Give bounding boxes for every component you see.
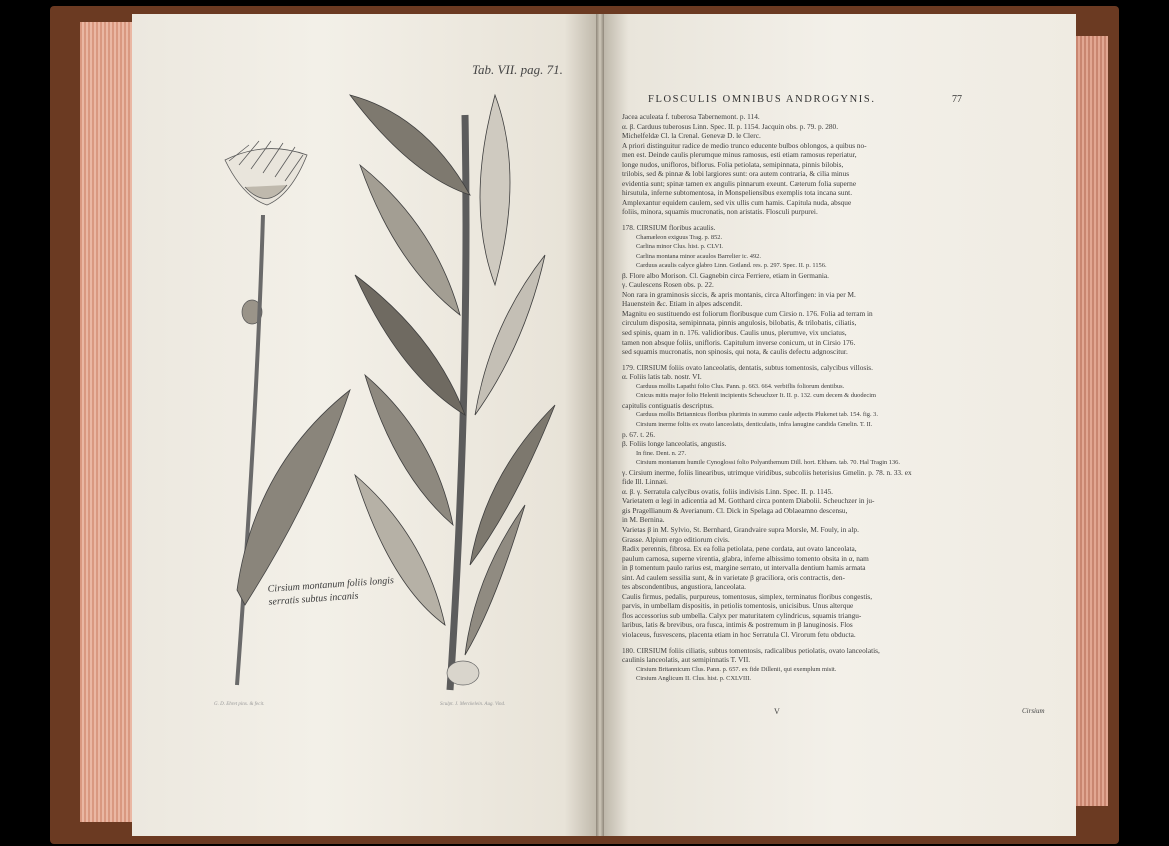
text-line: paulum carnosa, superne virentia, glabra, inferne albissimo tomento obsita in α, nam [622,553,869,563]
text-line: Cnicus mitis major folio Helenii incipientis Scheuchzer It. II. p. 132. cum decem & duodecim [636,392,876,400]
text-line: γ. Caulescens Rosen obs. p. 22. [622,280,714,290]
text-line: Carduus mollis Britannicus floribus plurimis in summo caule adjectis Plukenet tab. 154. fig. 3. [636,411,878,419]
text-line: in M. Bernina. [622,515,665,525]
text-line: Non rara in graminosis siccis, & apris montanis, circa Altorfingen: in via per M. [622,289,856,299]
text-line: hirsutula, inferne subtomentosa, in Monspeliensibus exemplis tota incana sunt. [622,188,853,198]
text-line: Grasse. Alpium ergo editiorum civis. [622,534,730,544]
text-line: caulinis lanceolatis, aut semipinnatis T. VII. [622,655,751,665]
page-edges-right [1074,36,1108,806]
text-line: men est. Deinde caulis plerumque minus ramosus, esti etiam ramosus reperiatur, [622,150,857,160]
text-line: β. Foliis longe lanceolatis, angustis. [622,439,727,449]
caption-line-1: Cirsium montanum foliis longis [267,575,395,595]
text-line: laribus, latis & brevibus, ora fusca, intimis & postremum in β lanuginosis. Flos [622,620,853,630]
text-line: Magnitu eo sustituendo est foliorum floribusque cum Cirsio n. 176. Folia ad terram in [622,308,873,318]
text-line: violaceus, fusvescens, placenta etiam in hoc Serratula Cl. Virorum fetu obducta. [622,629,856,639]
text-line: longe nudos, unifloros, biflorus. Folia petiolata, semipinnata, pinnis bilobis, [622,159,844,169]
text-line: sed squamis mucronatis, non spinosis, qui nota, & caulis defectu adgnoscitur. [622,347,848,357]
text-line: sed spinis, quam in n. 176. validioribus. Caulis unus, plerumve, vix unciatus, [622,328,847,338]
running-header: FLOSCULIS OMNIBUS ANDROGYNIS. [648,94,876,105]
text-line: 180. CIRSIUM foliis ciliatis, subtus tomentosis, radicalibus petiolatis, ovato lanceolatis, [622,645,880,655]
text-line: α. β. Carduus tuberosus Linn. Spec. II. p. 1154. Jacquin obs. p. 79. p. 280. [622,121,839,131]
text-line: evidentia sunt; spinæ tamen ex angulis pinnarum exeunt. Cæterum folia superne [622,178,857,188]
flower-stem [237,215,263,685]
text-line: fide Ill. Linnæi. [622,477,668,487]
text-line: Michelfeldæ Cl. la Crenal. Genevæ D. le Clerc. [622,131,761,141]
page-number: 77 [952,94,962,105]
page-text-body [622,112,1062,684]
plant-leaves [350,95,555,655]
text-line: Cirsium inerme foliis ex ovato lanceolatis, denticulatis, infra lanugine candida Gmelin. T. II. [636,420,873,428]
text-line: circulum disposita, semipinnata, pinnis angulosis, bilobatis, & trilobatis, ciliatis, [622,318,857,328]
text-line: Chamæleon exiguus Trag. p. 852. [636,233,723,241]
catchword: Cirsium [1022,707,1045,715]
text-line: trilobis, sed & pinnæ & lobi largiores sunt: ora autem contraria, & cilia minus [622,169,850,179]
text-line: Carlina montana minor acaulos Barrelier ic. 492. [636,252,761,260]
text-line: 178. CIRSIUM floribus acaulis. [622,223,716,233]
root-tuft [447,661,479,685]
signature-mark: V [774,707,780,716]
text-line: In fine. Dent. n. 27. [636,449,687,457]
text-line: Carduus mollis Lapathi folio Clus. Pann. p. 663. 664. verbiflis foliorum dentibus. [636,382,845,390]
text-line: foliis, minora, squamis mucronatis, non aristatis. Flosculi purpurei. [622,207,818,217]
text-line: Cirsium Anglicum II. Clus. hist. p. CXLVIII. [636,675,751,683]
text-line: α. β. γ. Serratula calycibus ovatis, foliis indivisis Linn. Spec. II. p. 1145. [622,486,833,496]
botanical-illustration [195,85,575,695]
text-line: α. Foliis latis tab. nostr. VI. [622,372,702,382]
text-line: capitulis contiguatis descriptus. [622,400,714,410]
text-line: flos accessorius sub umbella. Calyx per maturitatem cylindricus, squamis triangu- [622,610,862,620]
plate-tab-label: Tab. VII. pag. 71. [472,62,563,77]
page-edges-left [80,22,138,822]
text-line: parvis, in umbellam dispositis, in petiolis tomentosis, unicisibus. Unus alterque [622,601,854,611]
text-line: Hauenstein &c. Etiam in alpes adscendit. [622,299,743,309]
text-line: sint. Ad caulem sessilia sunt, & in varietate β graciliora, oris contractis, den- [622,572,845,582]
text-line: Cirsium montanum humile Cynoglossi folio Polyanthemum Dill. hort. Eltham. tab. 70. Hal Tragin 136. [636,459,900,467]
text-line: Caulis firmus, pedalis, purpureus, tomentosus, simplex, terminatus floribus congestis, [622,591,873,601]
text-line: A priori distinguitur radice de medio trunco educente bulbos oblongos, a quibus no- [622,140,867,150]
engraver-credit-right: Sculpt. J. Merckelein. Aug. Vind. [440,702,506,707]
caption-line-2: serratis subtus incanis [268,590,359,608]
text-line: tes abscondentibus, angustiora, lanceolata. [622,582,747,592]
text-line: tamen non absque foliis, unifloris. Capitulum inverse conicum, ut in Cirsio 176. [622,337,856,347]
text-line: gis Pragellianum & Averianum. Cl. Dick in Spelaga ad Oblaeamno descensu, [622,505,848,515]
text-line: Radix perennis, fibrosa. Ex ea folia petiolata, pene cordata, aut ovato lanceolata, [622,544,857,554]
text-line: Cirsium Britannicum Clus. Pann. p. 657. ex fide Dillenii, qui exemplum misit. [636,665,837,673]
text-line: Jacea aculeata f. tuberosa Tabernemont. p. 114. [622,112,760,121]
engraver-credit-left: G. D. Ehret pinx. & fecit. [214,702,265,707]
text-line: in β tomentum paulo rarius est, margine serrato, ut intervalla dentium hamis armata [622,563,866,573]
book-gutter [596,14,604,836]
text-line: Amplexantur equidem caulem, sed vix ullis cum hamis. Capitula nuda, absque [622,197,852,207]
thistle-flower-head [225,141,307,205]
text-line: γ. Cirsium inerme, foliis linearibus, utrimque viridibus, subcoliis heterisius Gmelin. p. 78. n. 33. ex [622,467,912,477]
text-line: Varietas β in M. Sylvio, St. Bernhard, Grandvaire supra Morsle, M. Fouly, in alp. [622,524,859,534]
text-line: Carlina minor Clus. hist. p. CLVI. [636,243,723,251]
text-line: 179. CIRSIUM foliis ovato lanceolatis, dentatis, subtus tomentosis, calycibus villosis. [622,362,873,372]
text-line: Carduus acaulis calyce glabro Linn. Gotland. res. p. 297. Spec. II. p. 1156. [636,262,827,270]
text-line: Varietatem α legi in adicentia ad M. Gotthard circa pontem Diabolii. Scheuchzer in ju- [622,496,875,506]
text-line: p. 67. t. 26. [622,429,656,439]
text-line: β. Flore albo Morison. Cl. Gagnebin circa Ferriere, etiam in Germania. [622,270,829,280]
